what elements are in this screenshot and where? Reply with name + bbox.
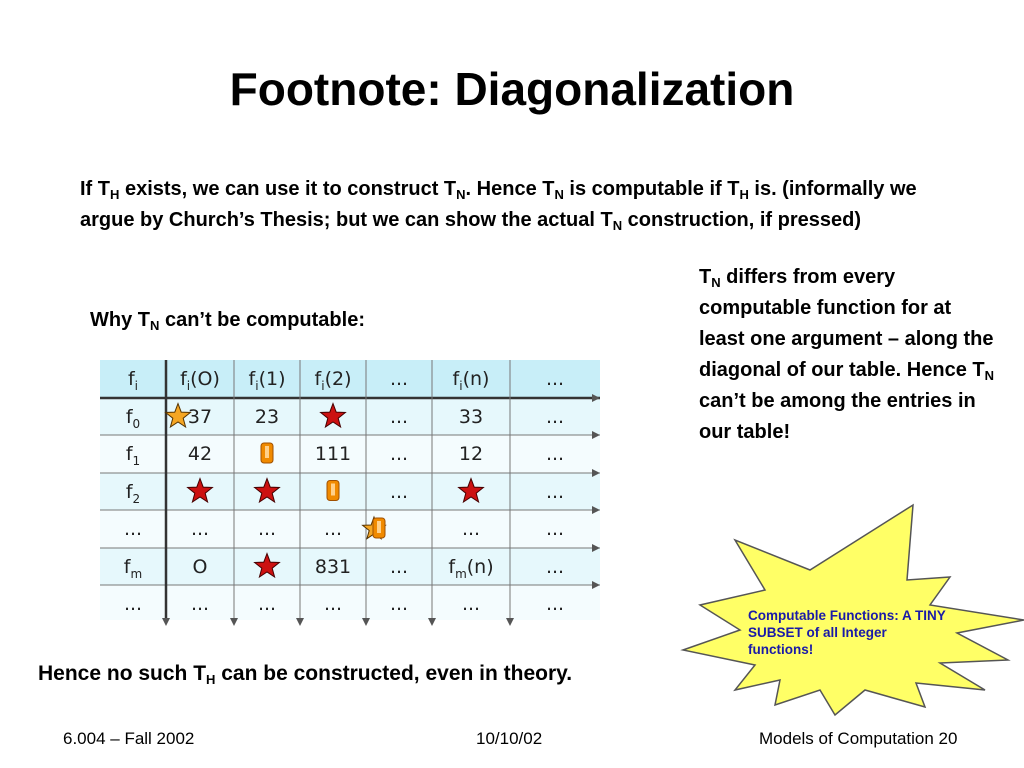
slide-title: Footnote: Diagonalization bbox=[229, 63, 795, 115]
footer-date: 10/10/02 bbox=[476, 729, 543, 748]
table-cell: ... bbox=[257, 518, 277, 540]
footer-course: 6.004 – Fall 2002 bbox=[63, 729, 195, 748]
table-row-label: $f_m$ bbox=[123, 556, 143, 581]
table-cell: ... bbox=[461, 518, 481, 540]
table-cell: ... bbox=[389, 406, 409, 428]
table-cell: ... bbox=[545, 593, 565, 615]
intro-paragraph: If $T_H$ exists, we can use it to construct $T_N$. Hence $T_N$ is computable if $T_H$ is. (informally we argue by Church’s Thesis; but we can show the actual $T_N$ construction, if pressed) bbox=[80, 178, 917, 233]
conclusion-text: Hence no such $T_H$ can be constructed, even in theory. bbox=[38, 662, 573, 687]
table-header-cell: ... bbox=[389, 368, 409, 390]
burst-text: Computable Functions: A TINY SUBSET of all Integer functions! bbox=[748, 608, 946, 657]
table-cell: ... bbox=[323, 518, 343, 540]
table-row-label: $f_0$ bbox=[125, 406, 141, 431]
table-cell: O bbox=[192, 556, 208, 578]
table-header-cell: $f_i$ bbox=[127, 368, 139, 393]
table-cell: 111 bbox=[314, 443, 352, 465]
table-cell: 37 bbox=[187, 406, 213, 428]
table-cell: $f_m(n)$ bbox=[448, 556, 494, 581]
table-cell: ... bbox=[389, 481, 409, 503]
table-cell: 42 bbox=[187, 443, 213, 465]
table-row-label: $f_2$ bbox=[125, 481, 141, 506]
footer-page: Models of Computation 20 bbox=[759, 729, 958, 748]
table-cell: ... bbox=[389, 556, 409, 578]
table-cell: ... bbox=[190, 518, 210, 540]
table-cell: ... bbox=[257, 593, 277, 615]
table-cell: ... bbox=[545, 481, 565, 503]
why-heading: Why $T_N$ can’t be computable: bbox=[90, 309, 365, 333]
table-cell: ... bbox=[389, 443, 409, 465]
table-row-label: ... bbox=[123, 518, 143, 540]
table-header-cell: $f_i(n)$ bbox=[452, 368, 490, 393]
table-cell: ... bbox=[545, 518, 565, 540]
table-cell: 831 bbox=[314, 556, 352, 578]
table-header-cell: $f_i(2)$ bbox=[314, 368, 352, 393]
table-row-label: $f_1$ bbox=[125, 443, 141, 468]
table-header-cell: ... bbox=[545, 368, 565, 390]
table-cell: ... bbox=[323, 593, 343, 615]
table-row-label: ... bbox=[123, 593, 143, 615]
table-cell: 12 bbox=[458, 443, 484, 465]
table-cell: ... bbox=[545, 443, 565, 465]
table-cell: 23 bbox=[254, 406, 280, 428]
table-cell: ... bbox=[461, 593, 481, 615]
table-cell: ... bbox=[545, 556, 565, 578]
table-header-cell: $f_i(1)$ bbox=[248, 368, 286, 393]
table-cell: ... bbox=[190, 593, 210, 615]
table-cell: ... bbox=[545, 406, 565, 428]
table-header-cell: $f_i(O)$ bbox=[180, 368, 220, 393]
table-cell: 33 bbox=[458, 406, 484, 428]
table-cell: ... bbox=[389, 593, 409, 615]
diagonal-explanation: $T_N$ differs from every computable function for at least one argument – along the diagonal of our table. Hence $T_N$ can’t be among the entries in our table! bbox=[699, 266, 994, 443]
